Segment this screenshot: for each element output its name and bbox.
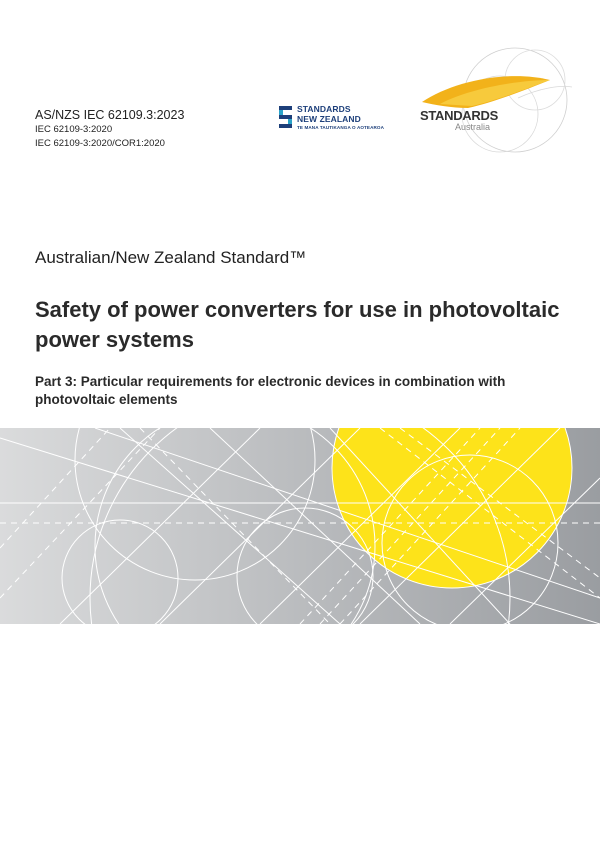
au-logo-line2: Australia — [455, 122, 491, 132]
nz-logo-tagline: TE MANA TAUTIKANGA O AOTEAROA — [297, 125, 385, 130]
document-title: Safety of power converters for use in photovoltaic power systems — [35, 297, 560, 352]
iec-reference: IEC 62109-3:2020 — [35, 124, 113, 135]
au-logo-line1: STANDARDS — [420, 108, 498, 123]
iec-corrigendum-reference: IEC 62109-3:2020/COR1:2020 — [35, 137, 165, 149]
nz-logo-line1: STANDARDS — [297, 104, 351, 114]
decorative-banner — [0, 428, 600, 624]
nz-logo-line2: NEW ZEALAND — [297, 114, 361, 124]
standards-nz-mark-icon — [279, 106, 292, 128]
standards-nz-logo — [279, 104, 389, 134]
document-type: Australian/New Zealand Standard™ — [35, 248, 307, 267]
standard-codes — [35, 107, 184, 150]
standard-number: AS/NZS IEC 62109.3:2023 — [35, 108, 185, 122]
document-subtitle: Part 3: Particular requirements for electronic devices in combination with photovoltaic elements — [35, 374, 506, 407]
